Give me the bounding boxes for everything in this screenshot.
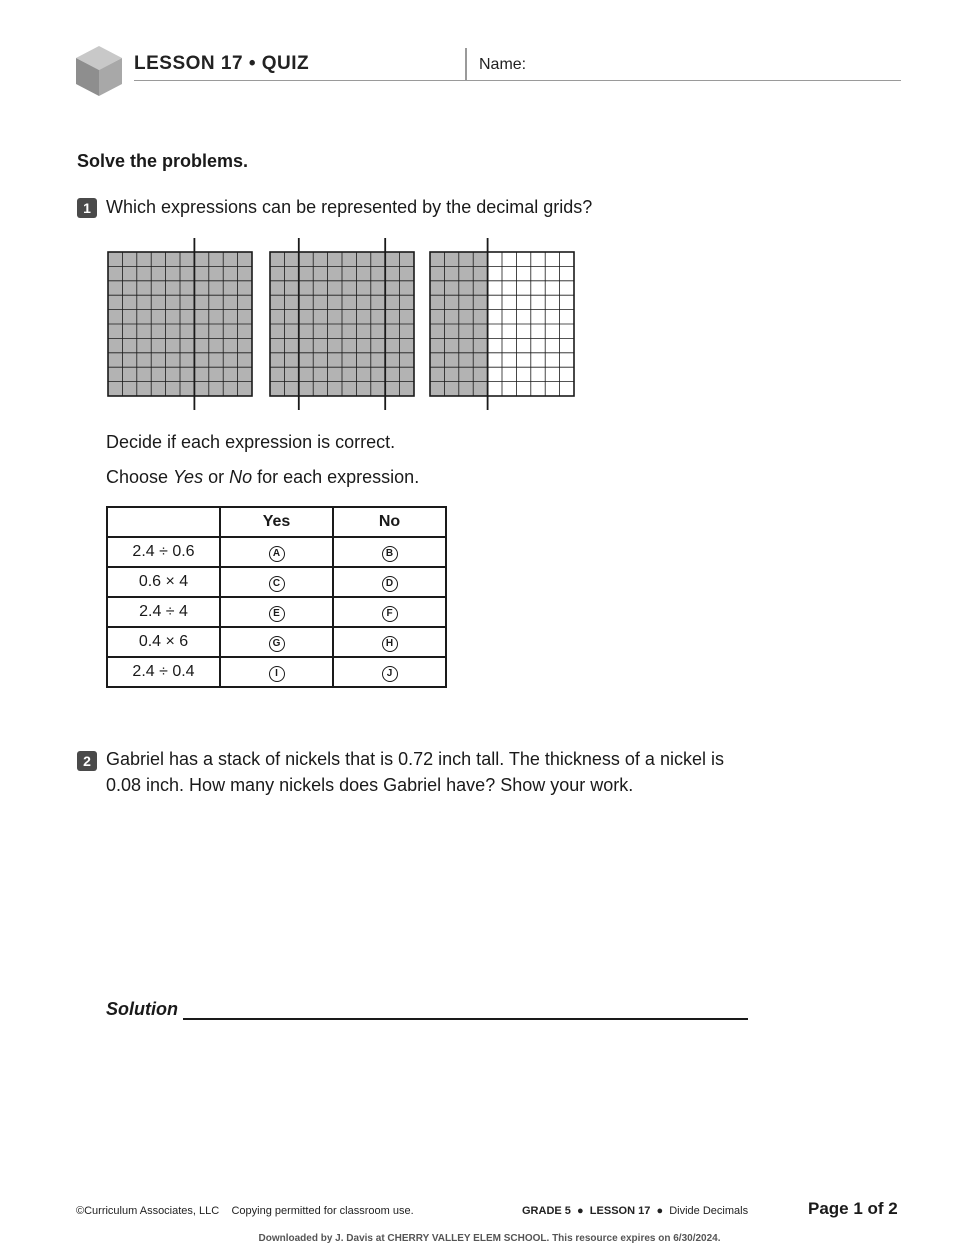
page-number: Page 1 of 2 xyxy=(808,1199,898,1218)
bullet-icon: ● xyxy=(653,1205,667,1217)
yes-option-cell[interactable] xyxy=(220,657,333,687)
choose-or: or xyxy=(203,467,230,487)
answer-bubble[interactable]: H xyxy=(382,636,398,652)
choose-text xyxy=(106,467,419,488)
table-row xyxy=(107,537,446,567)
table-header-row xyxy=(107,507,446,537)
decimal-grid xyxy=(108,238,252,410)
bullet-icon: ● xyxy=(573,1205,587,1217)
expression-cell: 2.4 ÷ 0.4 xyxy=(107,657,220,687)
decimal-grid xyxy=(430,238,574,410)
question-number-badge: 1 xyxy=(77,198,97,218)
answer-bubble[interactable]: C xyxy=(269,576,285,592)
no-option-cell[interactable] xyxy=(333,567,446,597)
decimal-grids xyxy=(100,234,585,416)
question1-text: Which expressions can be represented by the decimal grids? xyxy=(106,197,593,217)
question2-line2: 0.08 inch. How many nickels does Gabriel have? Show your work. xyxy=(106,775,634,795)
answer-bubble[interactable]: G xyxy=(269,636,285,652)
choose-yes-word: Yes xyxy=(173,467,204,487)
decide-text: Decide if each expression is correct. xyxy=(106,432,396,452)
footer-grade: GRADE 5 xyxy=(522,1205,571,1217)
solution-label: Solution xyxy=(106,999,178,1019)
logo-cube-icon xyxy=(74,44,124,98)
name-line[interactable] xyxy=(134,80,901,81)
table-row xyxy=(107,597,446,627)
yes-option-cell[interactable] xyxy=(220,597,333,627)
table-header-no: No xyxy=(333,507,446,537)
answer-bubble[interactable]: A xyxy=(269,546,285,562)
lesson-title: LESSON 17 • QUIZ xyxy=(134,53,310,74)
no-option-cell[interactable] xyxy=(333,597,446,627)
table-row xyxy=(107,657,446,687)
copyright-text: ©Curriculum Associates, LLC xyxy=(76,1205,220,1217)
table-row xyxy=(107,627,446,657)
instructions-heading: Solve the problems. xyxy=(77,151,249,171)
choose-text-after: for each expression. xyxy=(252,467,420,487)
work-area[interactable] xyxy=(106,810,746,990)
question2-line1: Gabriel has a stack of nickels that is 0.72 inch tall. The thickness of a nickel is xyxy=(106,749,724,769)
answer-bubble[interactable]: E xyxy=(269,606,285,622)
footer-copyright xyxy=(76,1205,414,1217)
download-notice: Downloaded by J. Davis at CHERRY VALLEY ELEM SCHOOL. This resource expires on 6/30/2024. xyxy=(258,1233,721,1244)
yes-option-cell[interactable] xyxy=(220,537,333,567)
answer-table xyxy=(106,506,447,688)
answer-bubble[interactable]: J xyxy=(382,666,398,682)
answer-bubble[interactable]: B xyxy=(382,546,398,562)
decimal-grid xyxy=(270,238,414,410)
copying-text: Copying permitted for classroom use. xyxy=(231,1205,414,1217)
footer-topic: Divide Decimals xyxy=(669,1205,749,1217)
answer-bubble[interactable]: F xyxy=(382,606,398,622)
answer-bubble[interactable]: D xyxy=(382,576,398,592)
choose-text-before: Choose xyxy=(106,467,174,487)
no-option-cell[interactable] xyxy=(333,657,446,687)
question-number-badge: 2 xyxy=(77,751,97,771)
yes-option-cell[interactable] xyxy=(220,567,333,597)
expression-cell: 0.6 × 4 xyxy=(107,567,220,597)
expression-cell: 2.4 ÷ 4 xyxy=(107,597,220,627)
answer-bubble[interactable]: I xyxy=(269,666,285,682)
table-header-blank xyxy=(107,507,220,537)
solution-answer-line[interactable] xyxy=(183,1018,748,1020)
choose-no-word: No xyxy=(229,467,253,487)
table-row xyxy=(107,567,446,597)
footer-lesson-info xyxy=(522,1205,748,1217)
table-header-yes: Yes xyxy=(220,507,333,537)
expression-cell: 2.4 ÷ 0.6 xyxy=(107,537,220,567)
header-divider xyxy=(465,48,467,81)
footer-lesson: LESSON 17 xyxy=(589,1205,651,1217)
no-option-cell[interactable] xyxy=(333,627,446,657)
name-label: Name: xyxy=(479,56,527,73)
yes-option-cell[interactable] xyxy=(220,627,333,657)
no-option-cell[interactable] xyxy=(333,537,446,567)
expression-cell: 0.4 × 6 xyxy=(107,627,220,657)
